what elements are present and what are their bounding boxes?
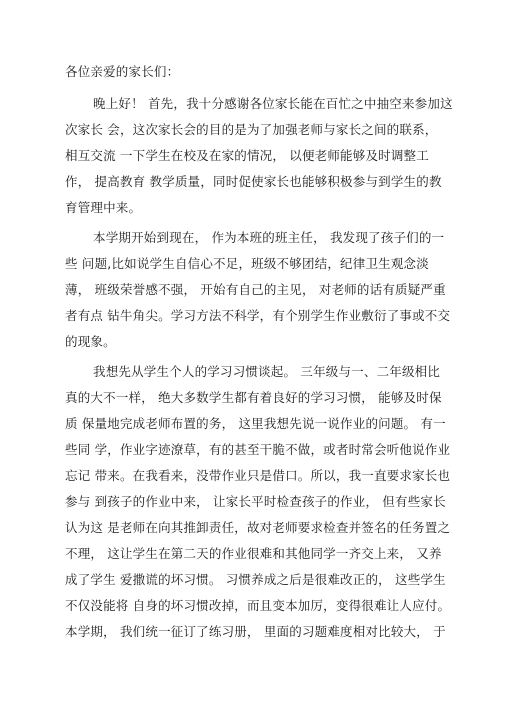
body-line-10: 的现象。 [65,334,116,349]
body-line-20: 不仅没能将 自身的坏习惯改掉，而且变本加厉，变得很难让人应付。 [65,598,451,613]
body-line-13: 质 保量地完成老师布置的务， 这里我想先说一说作业的问题。 有一 [65,416,446,431]
body-line-1: 晚上好！ 首先，我十分感谢各位家长能在百忙之中抽空来参加这 [93,96,453,111]
body-line-14: 些同 学，作业字迹潦草，有的甚至干脆不做，或者时常会听他说作业 [65,442,451,457]
salutation: 各位亲爱的家长们： [65,64,180,79]
body-line-2: 次家长 会，这次家长会的目的是为了加强老师与家长之间的联系， [65,122,438,137]
body-line-12: 真的大不一样， 绝大多数学生都有着良好的学习习惯， 能够及时保 [65,390,442,405]
body-line-18: 不理， 这让学生在第二天的作业很难和其他同学一齐交上来， 又养 [65,546,442,561]
body-line-8: 薄， 班级荣誉感不强， 开始有自己的主见， 对老师的话有质疑严重 [65,282,446,297]
body-line-19: 成了学生 爱撒谎的坏习惯。 习惯养成之后是很难改正的， 这些学生 [65,572,446,587]
body-line-17: 认为这 是老师在向其推卸责任，故对老师要求检查并签名的任务置之 [65,520,451,535]
body-line-7: 些 问题,比如说学生自信心不足，班级不够团结，纪律卫生观念淡 [65,256,429,271]
body-line-11: 我想先从学生个人的学习习惯谈起。 三年级与一、二年级相比 [93,364,441,379]
body-line-3: 相互交流 一下学生在校及在家的情况， 以便老师能够及时调整工 [65,148,429,163]
body-line-5: 育管理中来。 [65,200,142,215]
body-line-6: 本学期开始到现在， 作为本班的班主任， 我发现了孩子们的一 [93,230,445,245]
body-line-9: 者有点 钻牛角尖。学习方法不科学，有个别学生作业敷衍了事或不交 [65,308,451,323]
body-line-16: 参与 到孩子的作业中来， 让家长平时检查孩子的作业， 但有些家长 [65,494,446,509]
body-line-4: 作， 提高教育 教学质量，同时促使家长也能够积极参与到学生的教 [65,174,442,189]
body-line-15: 忘记 带来。在我看来，没带作业只是借口。所以，我一直要求家长也 [65,468,451,483]
body-line-21: 本学期， 我们统一征订了练习册， 里面的习题难度相对比较大， 于 [65,624,446,639]
